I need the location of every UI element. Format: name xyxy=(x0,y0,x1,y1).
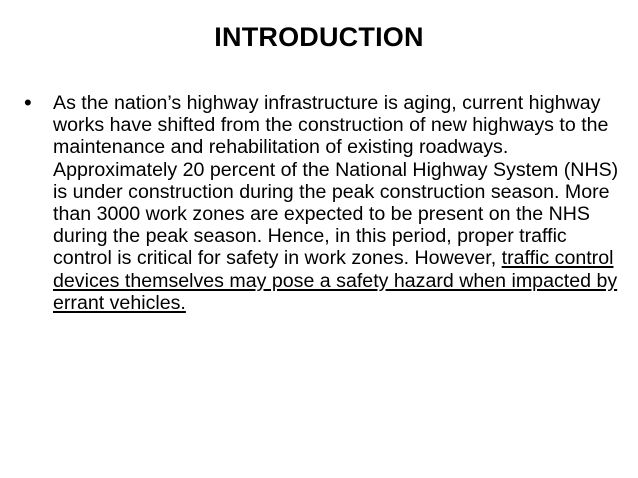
slide-title: INTRODUCTION xyxy=(214,22,424,52)
slide-body xyxy=(24,92,624,314)
bullet-item xyxy=(24,92,624,314)
paragraph-text: As the nation’s highway infrastructure is aging, current highway works have shifted from the construction of new highways to the maintenance and rehabilitation of existing roadways. Approximately 20 percent of the National Highway System (NHS) is under construction during the peak construction season. More than 3000 work zones are expected to be present on the NHS during the peak season. Hence, in this period, proper traffic control is critical for safety in work zones. However, xyxy=(53,92,619,270)
bullet-paragraph xyxy=(53,92,624,314)
bullet-icon: • xyxy=(24,90,32,115)
paragraph-underlined-text: traffic control devices themselves may pose a safety hazard when impacted by errant vehicles. xyxy=(53,247,618,314)
